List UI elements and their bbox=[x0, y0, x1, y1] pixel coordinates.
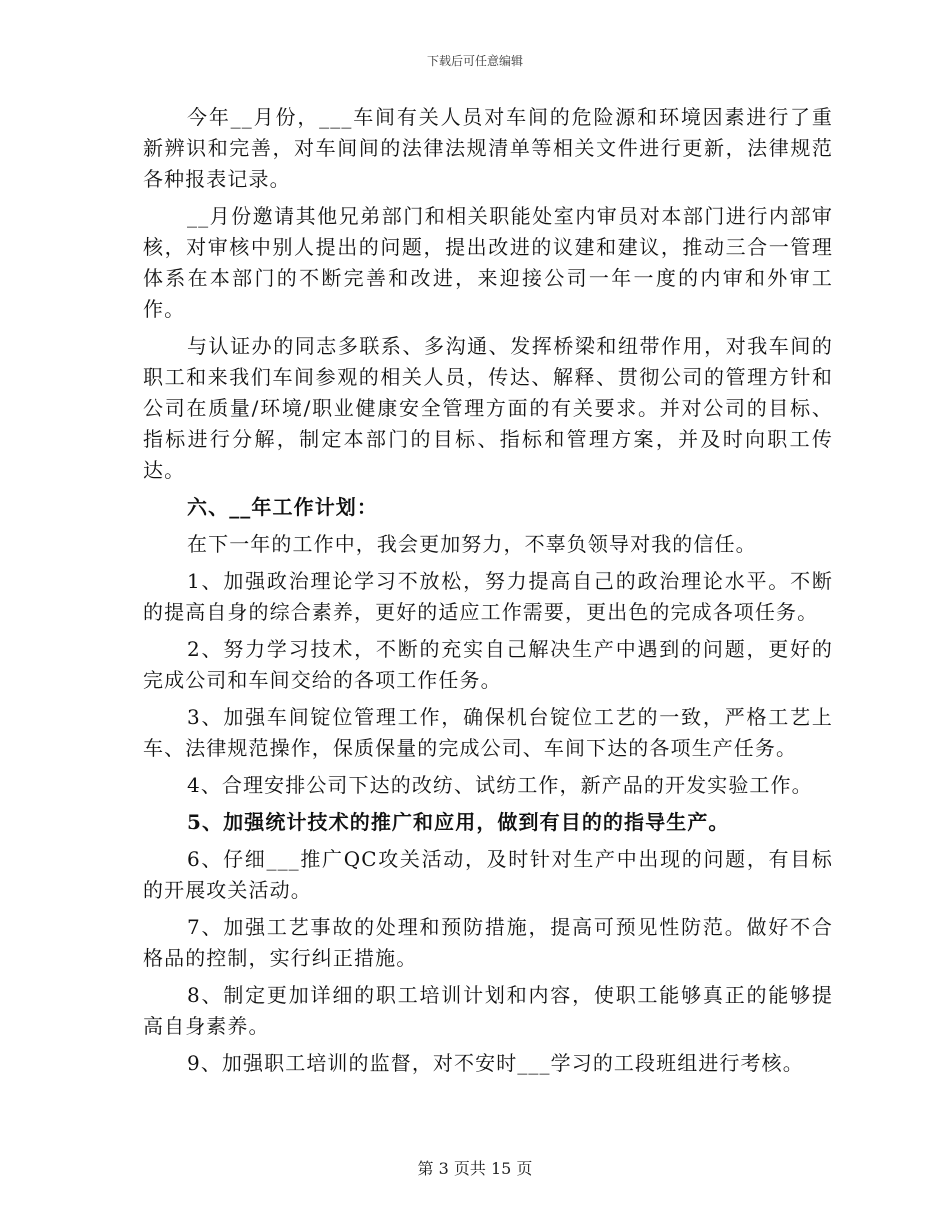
paragraph-plan-intro: 在下一年的工作中，我会更加努力，不辜负领导对我的信任。 bbox=[187, 532, 757, 556]
plan-item-6: 6、仔细___推广QC攻关活动，及时针对生产中出现的问题，有目标的开展攻关活动。 bbox=[143, 847, 833, 902]
plan-item-7: 7、加强工艺事故的处理和预防措施，提高可预见性防范。做好不合格品的控制，实行纠正措施。 bbox=[143, 915, 833, 970]
plan-item-4: 4、合理安排公司下达的改纺、试纺工作，新产品的开发实验工作。 bbox=[187, 773, 813, 797]
page-footer: 第 3 页共 15 页 bbox=[417, 1159, 533, 1178]
plan-item-1: 1、加强政治理论学习不放松，努力提高自己的政治理论水平。不断的提高自身的综合素养，更好的适应工作需要，更出色的完成各项任务。 bbox=[143, 569, 833, 624]
document-body bbox=[143, 102, 833, 1085]
paragraph-hazard-review: 今年__月份，___车间有关人员对车间的危险源和环境因素进行了重新辨识和完善，对车间间的法律法规清单等相关文件进行更新，法律规范各种报表记录。 bbox=[143, 105, 833, 191]
paragraph-certification-liaison: 与认证办的同志多联系、多沟通、发挥桥梁和纽带作用，对我车间的职工和来我们车间参观的相关人员，传达、解释、贯彻公司的管理方针和公司在质量/环境/职业健康安全管理方面的有关要求。并对公司的目标、指标进行分解，制定本部门的目标、指标和管理方案，并及时向职工传达。 bbox=[143, 334, 833, 482]
page-header: 下载后可任意编辑 bbox=[426, 54, 523, 68]
plan-item-2: 2、努力学习技术，不断的充实自己解决生产中遇到的问题，更好的完成公司和车间交给的各项工作任务。 bbox=[143, 637, 833, 692]
plan-item-9: 9、加强职工培训的监督，对不安时___学习的工段班组进行考核。 bbox=[187, 1051, 804, 1075]
plan-item-3: 3、加强车间锭位管理工作，确保机台锭位工艺的一致，严格工艺上车、法律规范操作，保质保量的完成公司、车间下达的各项生产任务。 bbox=[143, 705, 833, 760]
plan-item-5: 5、加强统计技术的推广和应用，做到有目的的指导生产。 bbox=[187, 810, 730, 834]
plan-item-8: 8、制定更加详细的职工培训计划和内容，使职工能够真正的能够提高自身素养。 bbox=[143, 983, 833, 1038]
paragraph-internal-audit: __月份邀请其他兄弟部门和相关职能处室内审员对本部门进行内部审核，对审核中别人提出的问题，提出改进的议建和建议，推动三合一管理体系在本部门的不断完善和改进，来迎接公司一年一度的内审和外审工作。 bbox=[143, 204, 833, 321]
section-heading-work-plan: 六、__年工作计划： bbox=[187, 495, 378, 519]
